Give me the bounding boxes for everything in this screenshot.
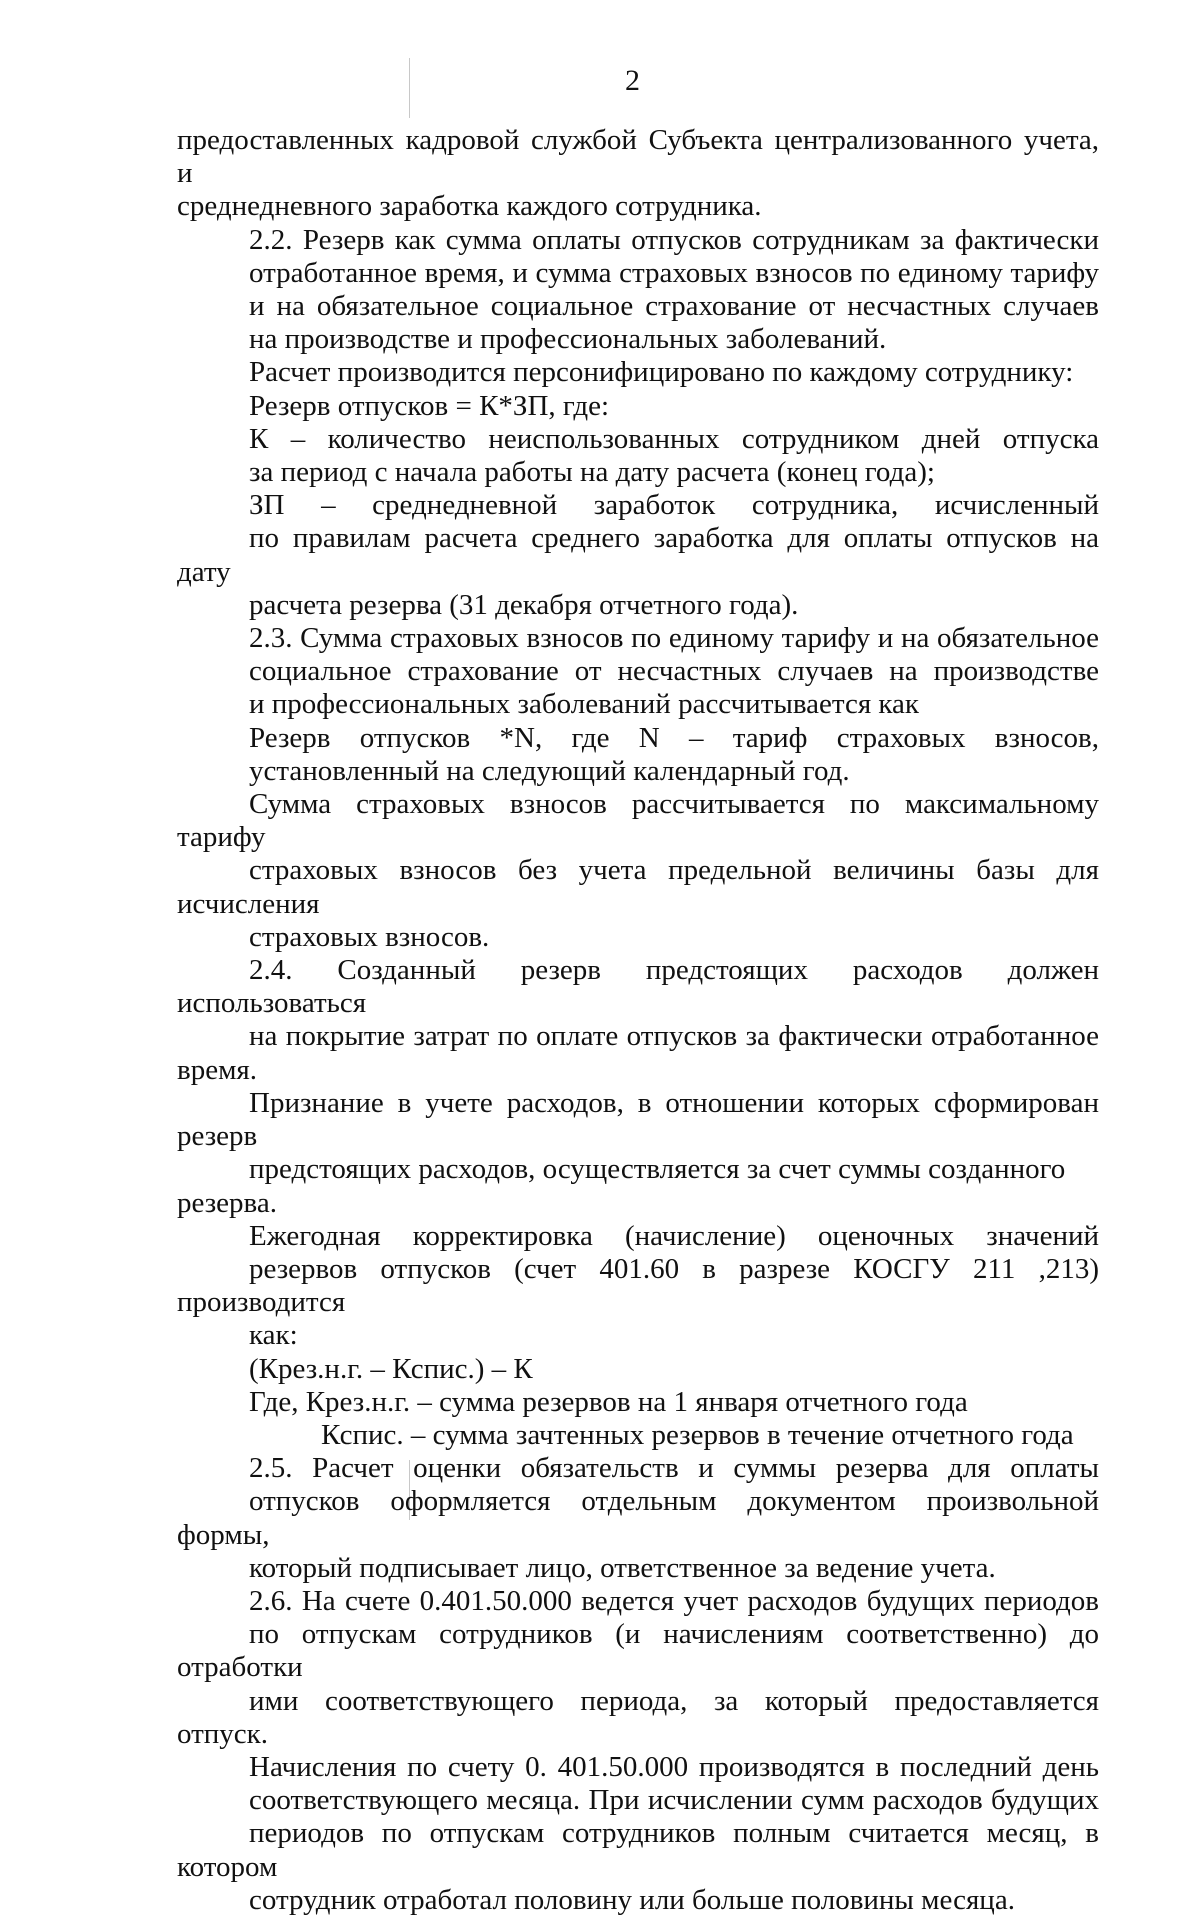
definition-k	[177, 423, 1099, 489]
paragraph-calc-note	[249, 356, 1099, 389]
paragraph-2-2	[177, 224, 1099, 357]
text-line: на покрытие затрат по оплате отпусков за фактически отработанное время.	[177, 1020, 1099, 1086]
text-line: 2.2. Резерв как сумма оплаты отпусков сотрудникам за фактически	[249, 223, 1099, 256]
text-line: Кспис. – сумма зачтенных резервов в течение отчетного года	[321, 1418, 1074, 1451]
text-line: Где, Крез.н.г. – сумма резервов на 1 января отчетного года	[249, 1385, 968, 1418]
paragraph-max-tariff	[177, 788, 1099, 954]
paragraph-2-4	[177, 954, 1099, 1220]
text-line: Расчет производится персонифицировано по каждому сотруднику:	[249, 356, 1074, 389]
text-line: страховых взносов без учета предельной величины базы для исчисления	[177, 854, 1099, 920]
page-number: 2	[625, 64, 640, 97]
text-line: 2.6. На счете 0.401.50.000 ведется учет расходов будущих периодов	[249, 1584, 1099, 1617]
text-line: отпусков оформляется отдельным документом произвольной формы,	[177, 1485, 1099, 1551]
text-line: К – количество неиспользованных сотрудником дней отпуска	[249, 422, 1099, 455]
text-line: отработанное время, и сумма страховых взносов по единому тарифу	[249, 256, 1099, 289]
text-line: сотрудник отработал половину или больше половины месяца.	[249, 1883, 1015, 1916]
text-line: за период с начала работы на дату расчета (конец года);	[249, 456, 935, 489]
text-line: ими соответствующего периода, за который предоставляется отпуск.	[177, 1684, 1099, 1750]
text-line: Ежегодная корректировка (начисление) оценочных значений	[249, 1219, 1099, 1252]
text-line: 2.5. Расчет оценки обязательств и суммы резерва для оплаты	[249, 1452, 1099, 1485]
text-line: предоставленных кадровой службой Субъекта централизованного учета, и	[177, 124, 1099, 190]
paragraph-2-5	[177, 1452, 1099, 1585]
text-line: соответствующего месяца. При исчислении сумм расходов будущих	[249, 1784, 1099, 1817]
text-line: среднедневного заработка каждого сотрудника.	[177, 190, 762, 223]
text-line: Резерв отпусков *N, где N – тариф страховых взносов,	[249, 721, 1099, 754]
text-line: предстоящих расходов, осуществляется за счет суммы созданного резерва.	[177, 1153, 1066, 1219]
text-line: ЗП – среднедневной заработок сотрудника, исчисленный	[249, 489, 1099, 522]
paragraph-annual-adjustment	[177, 1220, 1099, 1353]
text-line: социальное страхование от несчастных случаев на производстве	[249, 655, 1099, 688]
paragraph-2-3	[177, 622, 1099, 722]
text-line: установленный на следующий календарный год.	[249, 754, 850, 787]
text-line: (Крез.н.г. – Кспис.) – К	[249, 1352, 533, 1385]
formula-tariff	[177, 722, 1099, 788]
definition-zp	[177, 489, 1099, 622]
text-line: Признание в учете расходов, в отношении которых сформирован резерв	[177, 1086, 1099, 1153]
formula-reserve	[249, 390, 1099, 423]
text-line: и на обязательное социальное страхование от несчастных случаев	[249, 290, 1099, 323]
paragraph-continuation	[177, 124, 1099, 224]
formula-where-2	[321, 1419, 1099, 1452]
formula-where-1	[249, 1386, 1099, 1419]
text-line: который подписывает лицо, ответственное за ведение учета.	[249, 1551, 996, 1584]
text-line: на производстве и профессиональных заболеваний.	[249, 323, 887, 356]
text-line: как:	[249, 1319, 298, 1352]
text-line: Начисления по счету 0. 401.50.000 производятся в последний день	[249, 1750, 1099, 1783]
text-line: страховых взносов.	[249, 920, 490, 953]
text-line: периодов по отпускам сотрудников полным считается месяц, в котором	[177, 1817, 1099, 1883]
text-line: 2.3. Сумма страховых взносов по единому тарифу и на обязательное	[249, 622, 1099, 655]
scan-fold-mark	[409, 58, 410, 118]
formula-adjustment	[249, 1353, 1099, 1386]
text-line: по правилам расчета среднего заработка для оплаты отпусков на дату	[177, 522, 1099, 588]
text-line: 2.4. Созданный резерв предстоящих расходов должен использоваться	[177, 954, 1099, 1020]
text-line: Резерв отпусков = К*ЗП, где:	[249, 389, 610, 422]
paragraph-2-6	[177, 1585, 1099, 1917]
text-line: расчета резерва (31 декабря отчетного года).	[249, 588, 799, 621]
text-line: и профессиональных заболеваний рассчитывается как	[249, 688, 920, 721]
text-line: Сумма страховых взносов рассчитывается по максимальному тарифу	[177, 788, 1099, 854]
text-line: резервов отпусков (счет 401.60 в разрезе КОСГУ 211 ,213) производится	[177, 1252, 1099, 1319]
text-line: по отпускам сотрудников (и начислениям соответственно) до отработки	[177, 1618, 1099, 1684]
document-body	[177, 124, 1099, 1917]
